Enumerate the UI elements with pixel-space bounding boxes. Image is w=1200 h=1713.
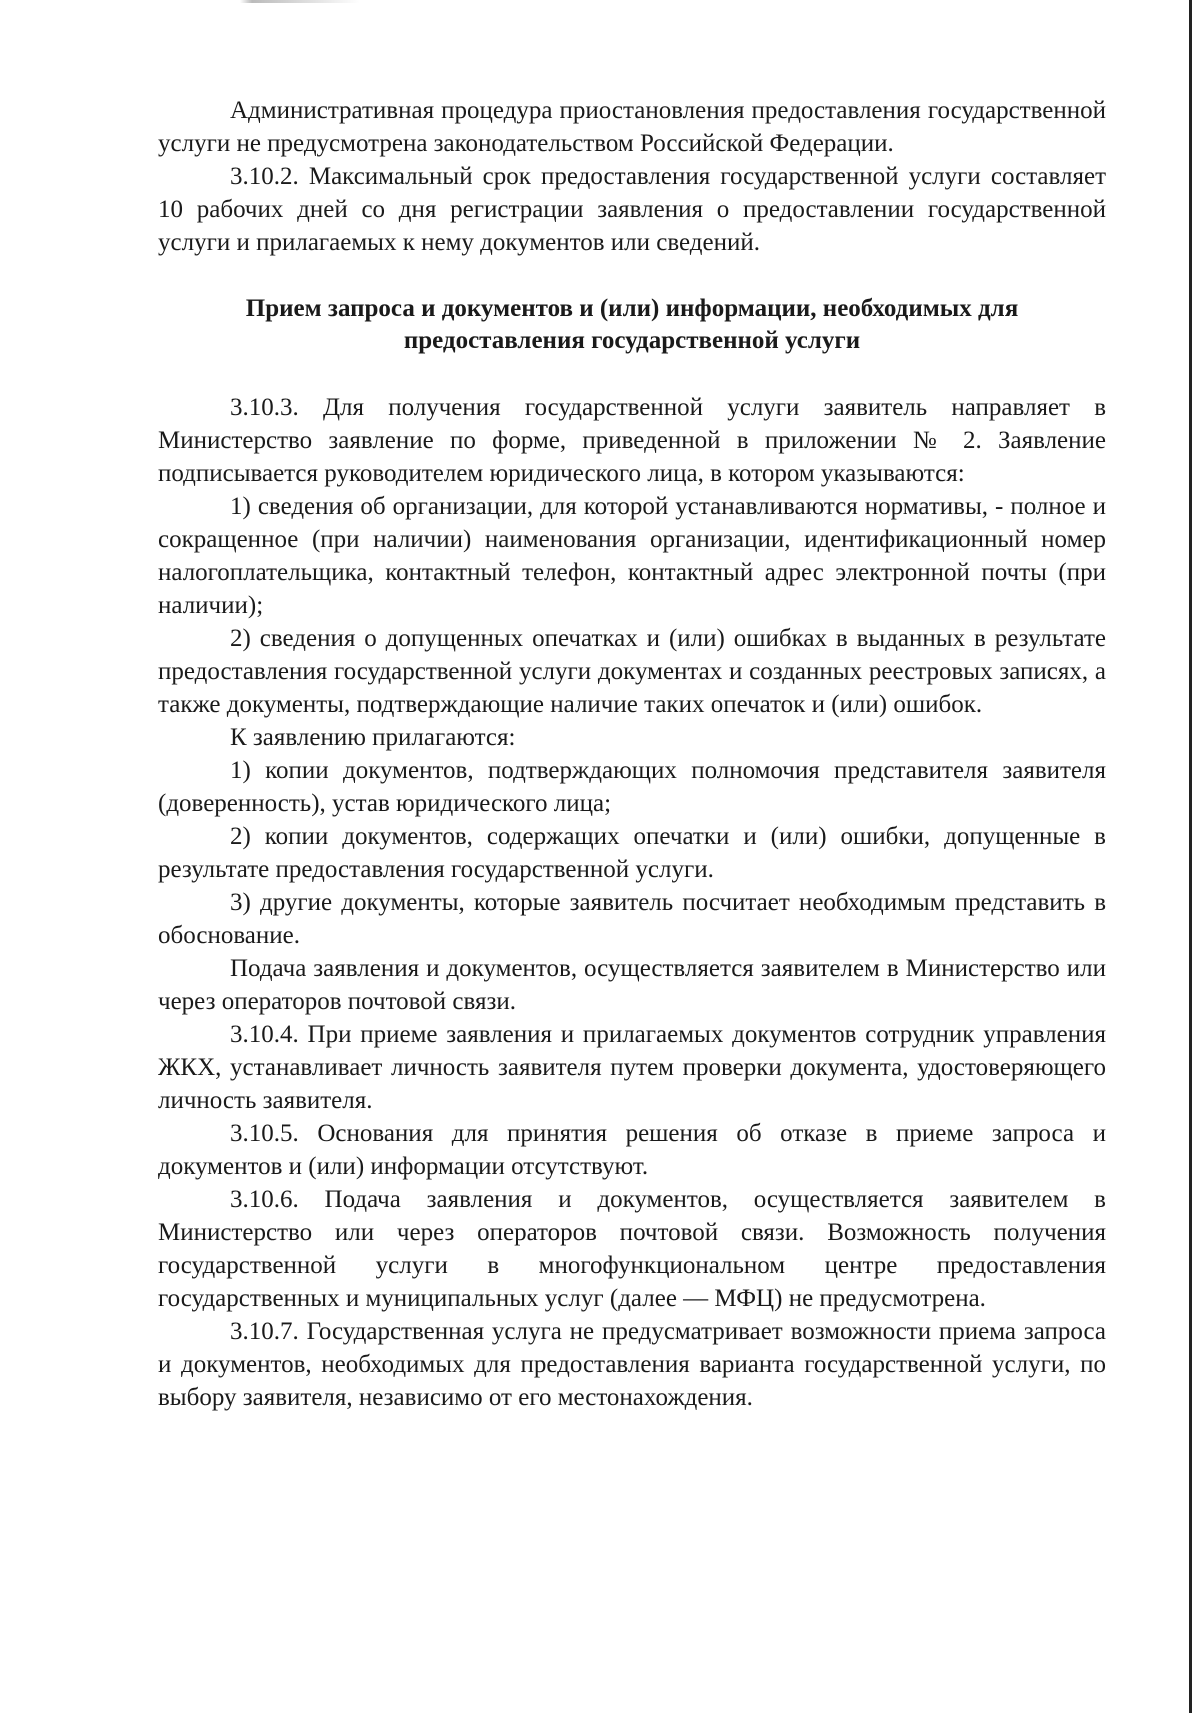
scan-edge-top [0,0,1200,3]
paragraph-3-10-5: 3.10.5. Основания для принятия решения об отказе в приеме запроса и документов и (или) информации отсутствуют. [158,1120,1106,1180]
document-page [158,94,1106,1414]
paragraph-suspension: Административная процедура приостановления предоставления государственной услуги не предусмотрена законодательством Российской Федерации. [158,97,1106,157]
paragraph-3-10-6: 3.10.6. Подача заявления и документов, осуществляется заявителем в Министерство или через операторов почтовой связи. Возможность получения государственной услуги в многофункциональном центре предоставления государственных и муниципальных услуг (далее — МФЦ) не предусмотрена. [158,1186,1106,1312]
list-item-other-docs: 3) другие документы, которые заявитель посчитает необходимым представить в обоснование. [158,889,1106,949]
list-item-authority-copies: 1) копии документов, подтверждающих полномочия представителя заявителя (доверенность), устав юридического лица; [158,757,1106,817]
section-heading: Прием запроса и документов и (или) информации, необходимых для предоставления государственной услуги [245,295,1019,354]
list-item-typos-info: 2) сведения о допущенных опечатках и (или) ошибках в выданных в результате предоставления государственной услуги документах и созданных реестровых записях, а также документы, подтверждающие наличие таких опечаток и (или) ошибок. [158,625,1106,718]
paragraph-3-10-7: 3.10.7. Государственная услуга не предусматривает возможности приема запроса и документов, необходимых для предоставления варианта государственной услуги, по выбору заявителя, независимо от его местонахождения. [158,1318,1106,1411]
paragraph-attachments-intro: К заявлению прилагаются: [230,724,516,751]
paragraph-3-10-3: 3.10.3. Для получения государственной услуги заявитель направляет в Министерство заявление по форме, приведенной в приложении № 2. Заявление подписывается руководителем юридического лица, в котором указываются: [158,394,1106,487]
scan-edge-right [1189,0,1192,1713]
list-item-typo-copies: 2) копии документов, содержащих опечатки и (или) ошибки, допущенные в результате предоставления государственной услуги. [158,823,1106,883]
paragraph-3-10-2: 3.10.2. Максимальный срок предоставления государственной услуги составляет 10 рабочих дней со дня регистрации заявления о предоставлении государственной услуги и прилагаемых к нему документов или сведений. [158,163,1106,256]
paragraph-3-10-4: 3.10.4. При приеме заявления и прилагаемых документов сотрудник управления ЖКХ, устанавливает личность заявителя путем проверки документа, удостоверяющего личность заявителя. [158,1021,1106,1114]
paragraph-submission: Подача заявления и документов, осуществляется заявителем в Министерство или через операторов почтовой связи. [158,955,1106,1015]
list-item-organization-info: 1) сведения об организации, для которой устанавливаются нормативы, - полное и сокращенное (при наличии) наименования организации, идентификационный номер налогоплательщика, контактный телефон, контактный адрес электронной почты (при наличии); [158,493,1106,619]
